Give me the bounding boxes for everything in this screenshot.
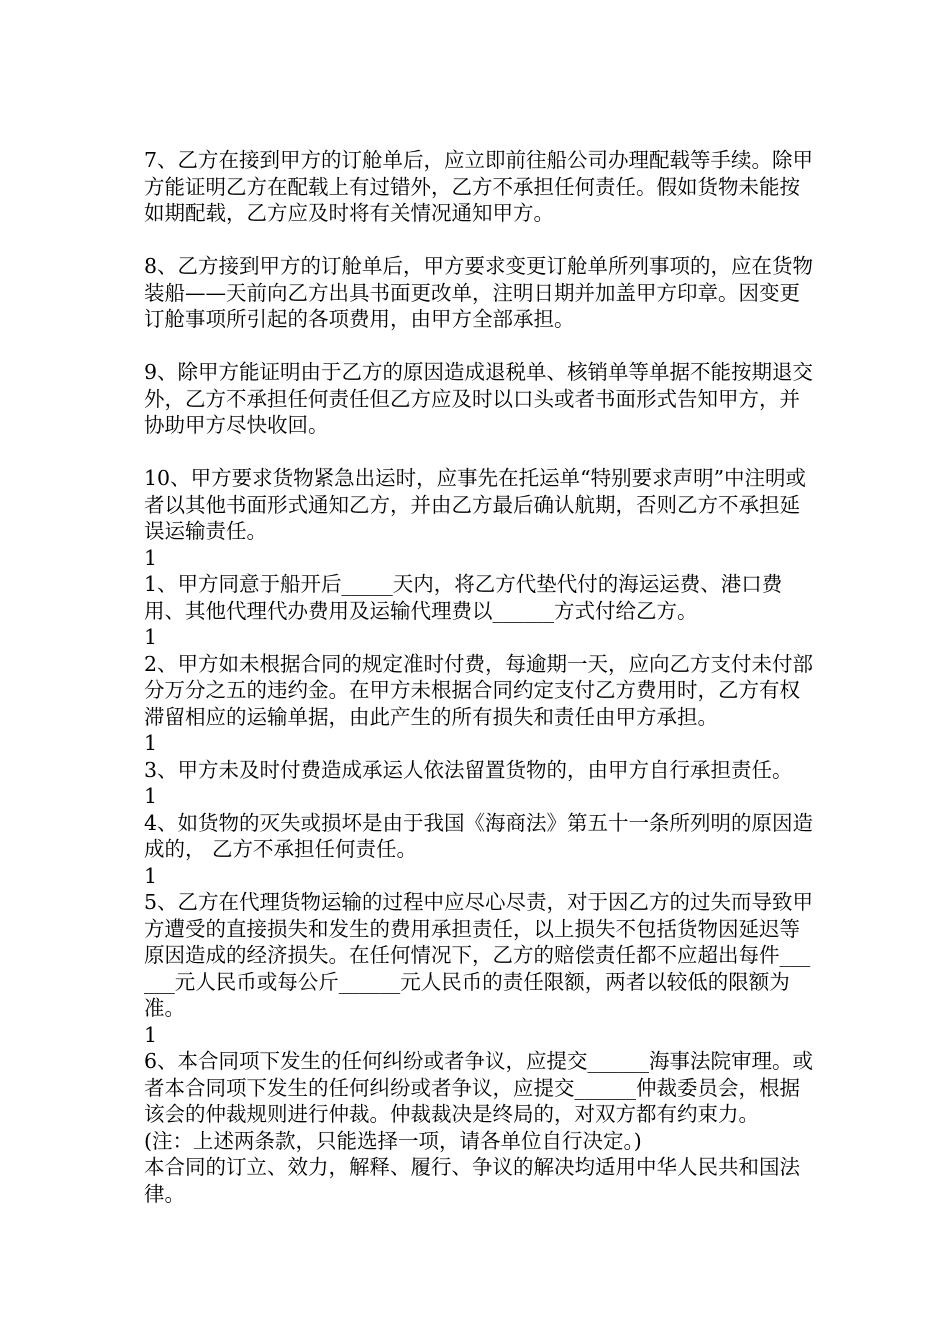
clause-9: 9、除甲方能证明由于乙方的原因造成退税单、核销单等单据不能按期退交外，乙方不承担任何责任但乙方应及时以口头或者书面形式告知甲方，并协助甲方尽快收回。 xyxy=(144,360,814,437)
section-number: 1 xyxy=(144,545,158,570)
clause-10: 10、甲方要求货物紧急出运时，应事先在托运单“特别要求声明”中注明或者以其他书面形式通知乙方，并由乙方最后确认航期，否则乙方不承担延误运输责任。 xyxy=(144,466,807,543)
liability-clause-5: 5、乙方在代理货物运输的过程中应尽心尽责，对于因乙方的过失而导致甲方遭受的直接损失和发生的费用承担责任，以上损失不包括货物因延迟等原因造成的经济损失。在任何情况下，乙方的赔偿责任都不应超出每件______元人民币或每公斤______元人民币的责任限额，两者以较低的限额为准。 xyxy=(144,890,814,1020)
note: (注：上述两条款，只能选择一项，请各单位自行决定。) xyxy=(144,1128,642,1153)
section-number: 1 xyxy=(144,625,158,649)
liability-clause-4: 4、如货物的灭失或损坏是由于我国《海商法》第五十一条所列明的原因造成的， 乙方不承担任何责任。 xyxy=(144,810,814,861)
section-number: 1 xyxy=(144,731,158,755)
governing-law: 本合同的订立、效力，解释、履行、争议的解决均适用中华人民共和国法律。 xyxy=(144,1155,800,1206)
payment-clause-1: 1、甲方同意于船开后_____天内，将乙方代垫代付的海运运费、港口费用、其他代理代办费用及运输代理费以______方式付给乙方。 xyxy=(144,572,783,623)
section-number: 1 xyxy=(144,1022,158,1047)
section-number: 1 xyxy=(144,784,158,808)
payment-clause-2: 2、甲方如未根据合同的规定准时付费，每逾期一天，应向乙方支付未付部分万分之五的违约金。在甲方未根据合同约定支付乙方费用时，乙方有权滞留相应的运输单据，由此产生的所有损失和责任由甲方承担。 xyxy=(144,651,814,729)
paragraph-gap xyxy=(144,333,814,360)
dispute-clause-6: 6、本合同项下发生的任何纠纷或者争议，应提交______海事法院审理。或者本合同项下发生的任何纠纷或者争议，应提交______仲裁委员会，根据该会的仲裁规则进行仲裁。仲裁裁决是终局的，对双方都有约束力。 xyxy=(144,1049,814,1126)
paragraph-gap xyxy=(144,439,814,466)
paragraph-gap xyxy=(144,227,814,254)
clause-7: 7、乙方在接到甲方的订舱单后，应立即前往船公司办理配载等手续。除甲方能证明乙方在配载上有过错外，乙方不承担任何责任。假如货物未能按如期配载，乙方应及时将有关情况通知甲方。 xyxy=(144,148,814,225)
clause-8: 8、乙方接到甲方的订舱单后，甲方要求变更订舱单所列事项的，应在货物装船——天前向乙方出具书面更改单，注明日期并加盖甲方印章。因变更订舱事项所引起的各项费用，由甲方全部承担。 xyxy=(144,254,814,331)
document-page xyxy=(144,147,814,1207)
section-number: 1 xyxy=(144,863,158,888)
liability-clause-3: 3、甲方未及时付费造成承运人依法留置货物的，由甲方自行承担责任。 xyxy=(144,757,793,782)
